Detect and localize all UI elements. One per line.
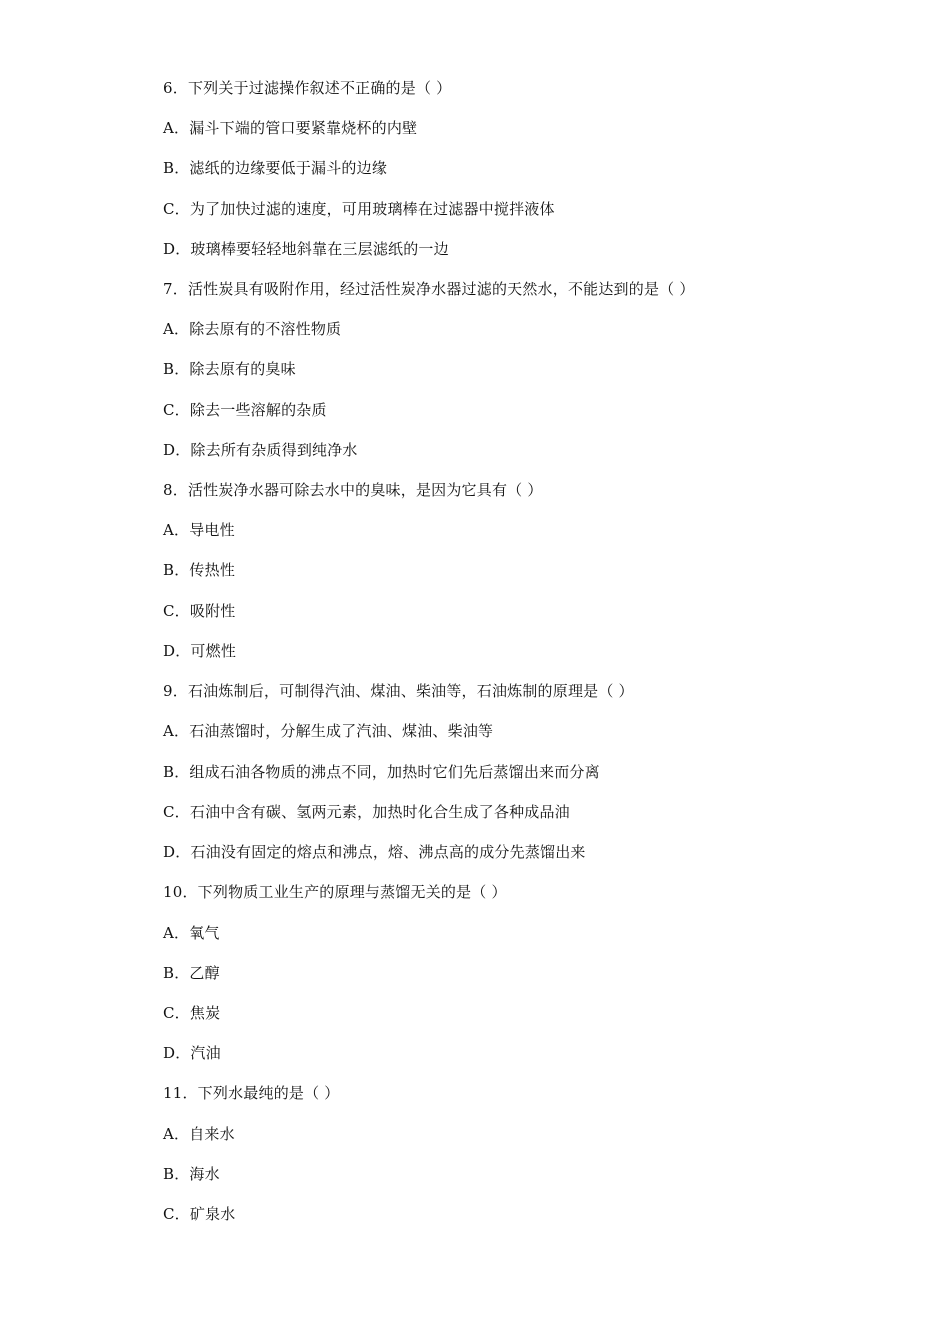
question-9-option-c: C．石油中含有碳、氢两元素，加热时化合生成了各种成品油 bbox=[163, 803, 570, 821]
question-7-stem: 7．活性炭具有吸附作用，经过活性炭净水器过滤的天然水，不能达到的是（ ） bbox=[163, 280, 695, 298]
question-9-stem: 9．石油炼制后，可制得汽油、煤油、柴油等，石油炼制的原理是（ ） bbox=[163, 682, 634, 700]
question-11-option-c: C．矿泉水 bbox=[163, 1205, 236, 1223]
question-6-option-c: C．为了加快过滤的速度，可用玻璃棒在过滤器中搅拌液体 bbox=[163, 200, 555, 218]
question-6-stem: 6．下列关于过滤操作叙述不正确的是（ ） bbox=[163, 79, 452, 97]
question-11-option-a: A．自来水 bbox=[163, 1125, 235, 1143]
question-7-option-b: B．除去原有的臭味 bbox=[163, 360, 296, 378]
question-8-stem: 8．活性炭净水器可除去水中的臭味，是因为它具有（ ） bbox=[163, 481, 543, 499]
question-8-option-d: D．可燃性 bbox=[163, 642, 237, 660]
question-10-option-a: A．氧气 bbox=[163, 924, 220, 942]
question-6-option-d: D．玻璃棒要轻轻地斜靠在三层滤纸的一边 bbox=[163, 240, 449, 258]
question-10-stem: 10．下列物质工业生产的原理与蒸馏无关的是（ ） bbox=[163, 883, 507, 901]
question-8-option-c: C．吸附性 bbox=[163, 602, 236, 620]
question-6-option-a: A．漏斗下端的管口要紧靠烧杯的内壁 bbox=[163, 119, 418, 137]
question-10-option-b: B．乙醇 bbox=[163, 964, 220, 982]
question-8-option-a: A．导电性 bbox=[163, 521, 235, 539]
question-8-option-b: B．传热性 bbox=[163, 561, 236, 579]
question-7-option-a: A．除去原有的不溶性物质 bbox=[163, 320, 342, 338]
question-7-option-c: C．除去一些溶解的杂质 bbox=[163, 401, 327, 419]
question-6-option-b: B．滤纸的边缘要低于漏斗的边缘 bbox=[163, 159, 388, 177]
question-11-stem: 11．下列水最纯的是（ ） bbox=[163, 1084, 340, 1102]
question-7-option-d: D．除去所有杂质得到纯净水 bbox=[163, 441, 358, 459]
question-11-option-b: B．海水 bbox=[163, 1165, 220, 1183]
question-9-option-a: A．石油蒸馏时，分解生成了汽油、煤油、柴油等 bbox=[163, 722, 494, 740]
question-10-option-c: C．焦炭 bbox=[163, 1004, 221, 1022]
question-9-option-b: B．组成石油各物质的沸点不同，加热时它们先后蒸馏出来而分离 bbox=[163, 763, 600, 781]
question-10-option-d: D．汽油 bbox=[163, 1044, 221, 1062]
question-9-option-d: D．石油没有固定的熔点和沸点，熔、沸点高的成分先蒸馏出来 bbox=[163, 843, 586, 861]
